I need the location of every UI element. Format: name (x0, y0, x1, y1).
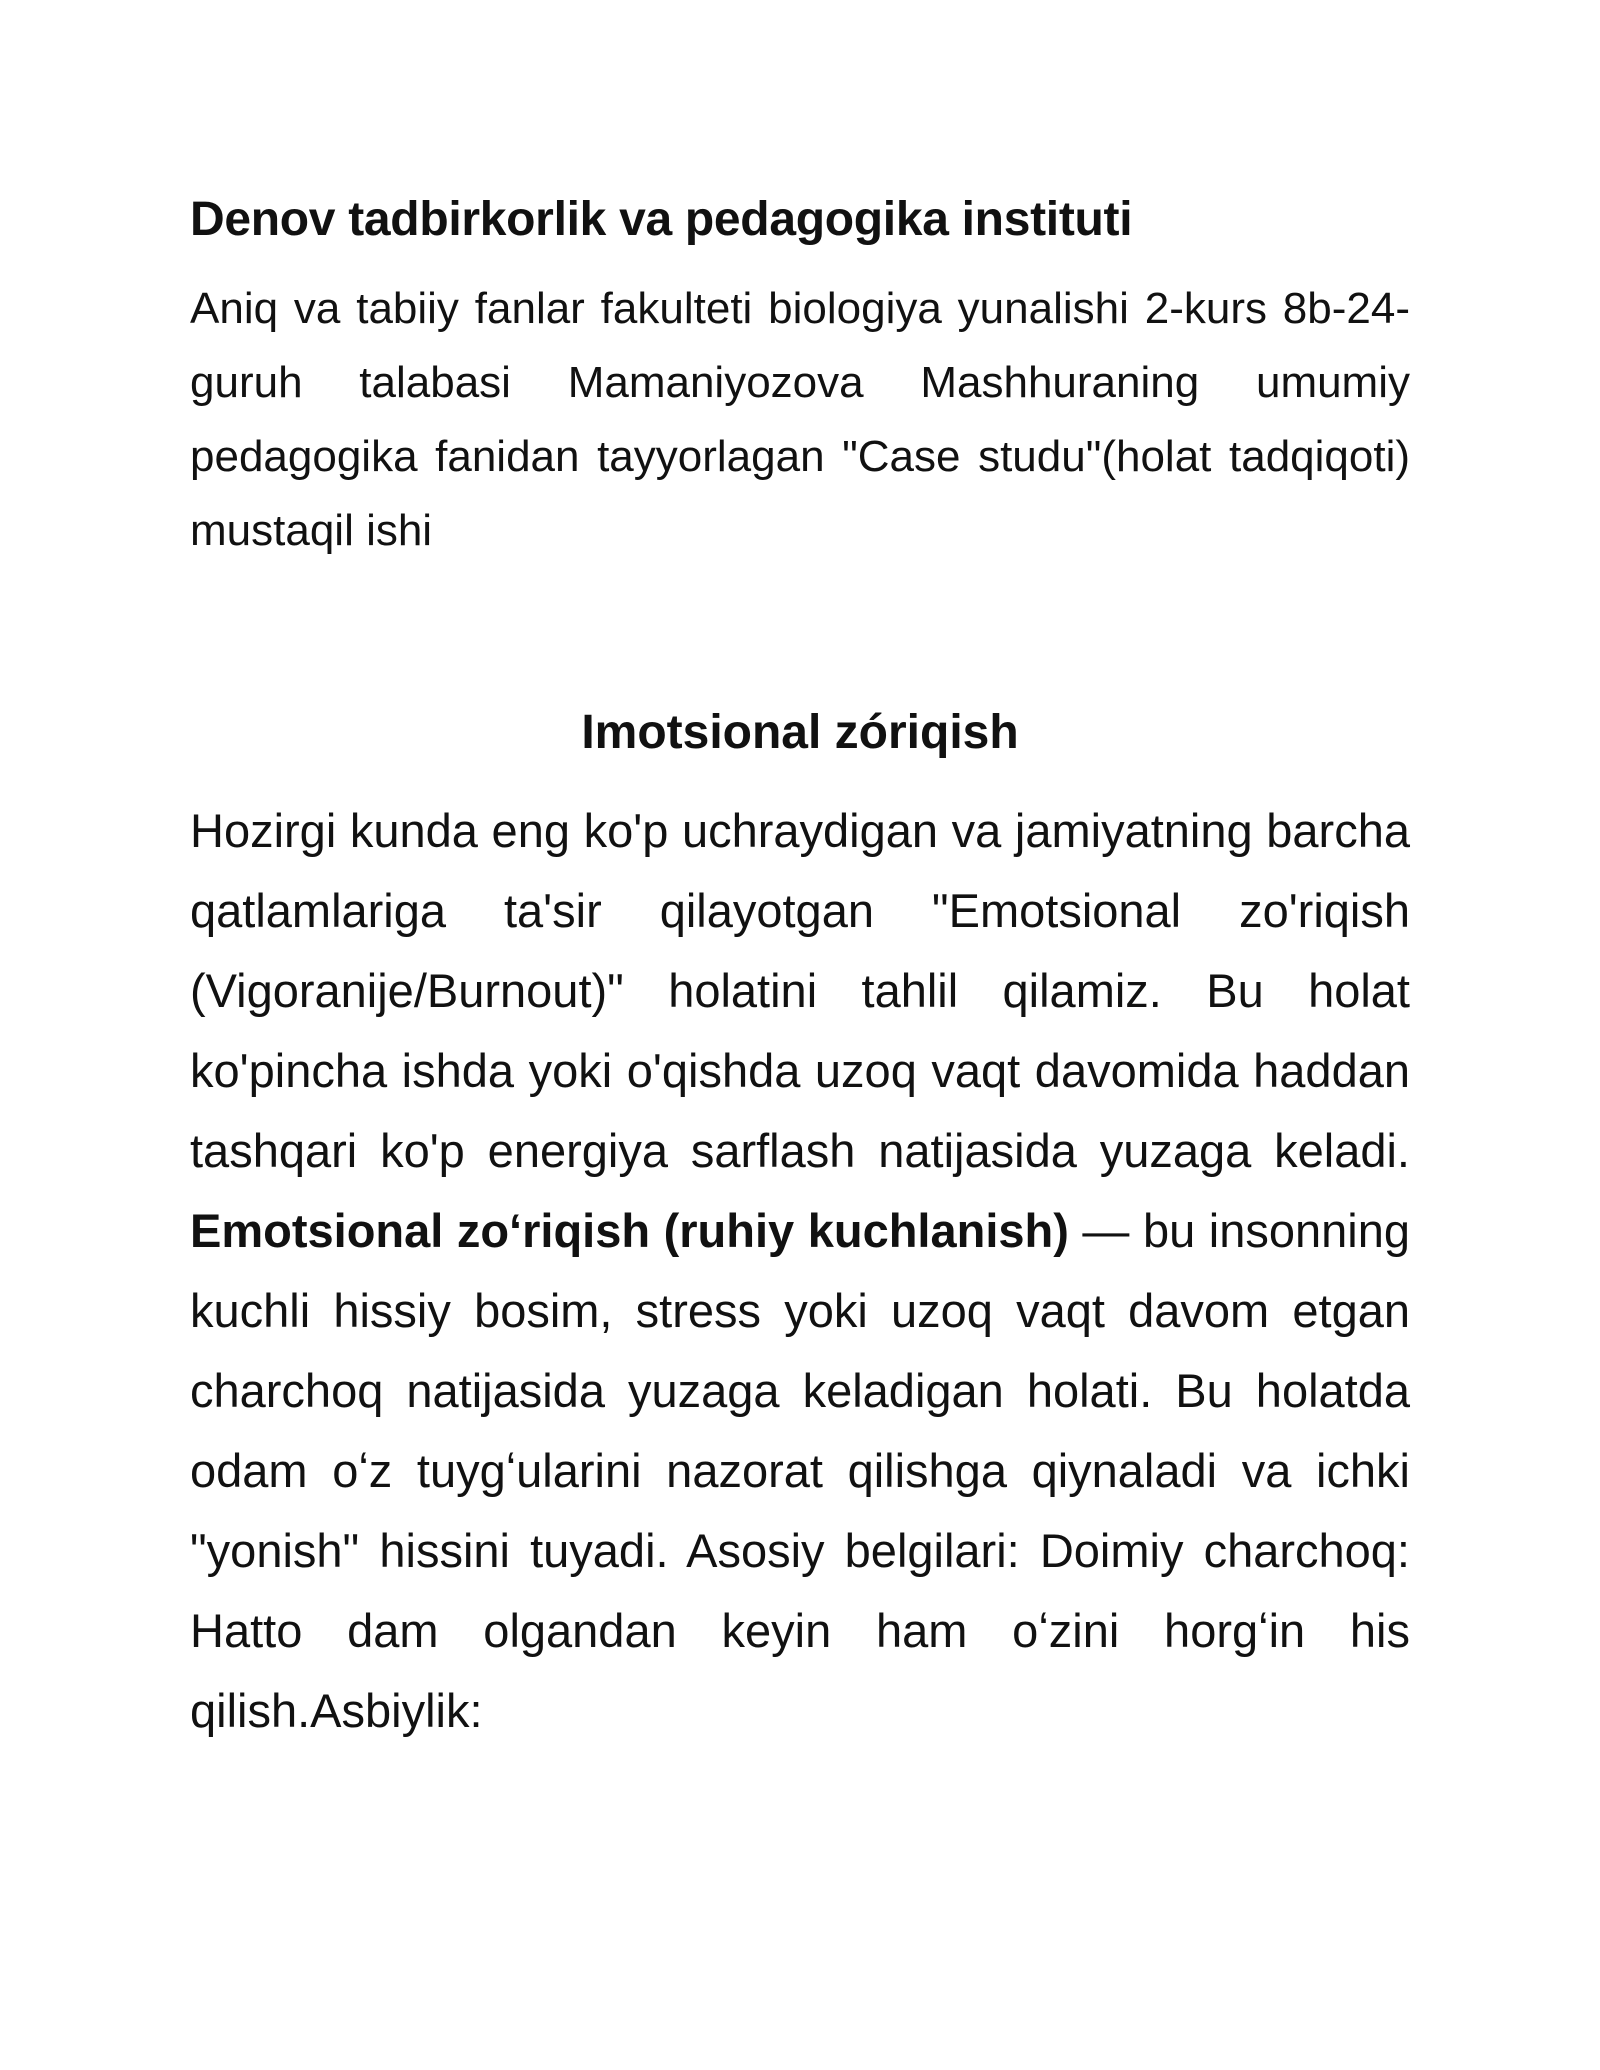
body-bold-term: Emotsional zoʻriqish (ruhiy kuchlanish) (190, 1204, 1069, 1257)
topic-heading: Imotsional zóriqish (581, 706, 1019, 759)
body-paragraph (190, 791, 1410, 1751)
work-description: Aniq va tabiiy fanlar fakulteti biologiya yunalishi 2-kurs 8b-24-guruh talabasi Mamaniyozova Mashhuraning umumiy pedagogika fanidan tayyorlagan "Case studu"(holat tadqiqoti) mustaqil ishi (190, 284, 1410, 555)
institute-name: Denov tadbirkorlik va pedagogika instituti (190, 193, 1133, 246)
body-text-definition: — bu insonning kuchli hissiy bosim, stress yoki uzoq vaqt davom etgan charchoq natijasida yuzaga keladigan holati. Bu holatda odam oʻz tuygʻularini nazorat qilishga qiynaladi va ichki "yonish" hissini tuyadi. Asosiy belgilari: Doimiy charchoq: Hatto dam olgandan keyin ham oʻzini horgʻin his qilish.Asbiylik: (190, 1204, 1410, 1737)
document-content (190, 190, 1410, 1751)
body-text-intro: Hozirgi kunda eng ko'p uchraydigan va jamiyatning barcha qatlamlariga ta'sir qilayotgan "Emotsional zo'riqish (Vigoranije/Burnout)" holatini tahlil qilamiz. Bu holat ko'pincha ishda yoki o'qishda uzoq vaqt davomida haddan tashqari ko'p energiya sarflash natijasida yuzaga keladi. (190, 804, 1410, 1177)
